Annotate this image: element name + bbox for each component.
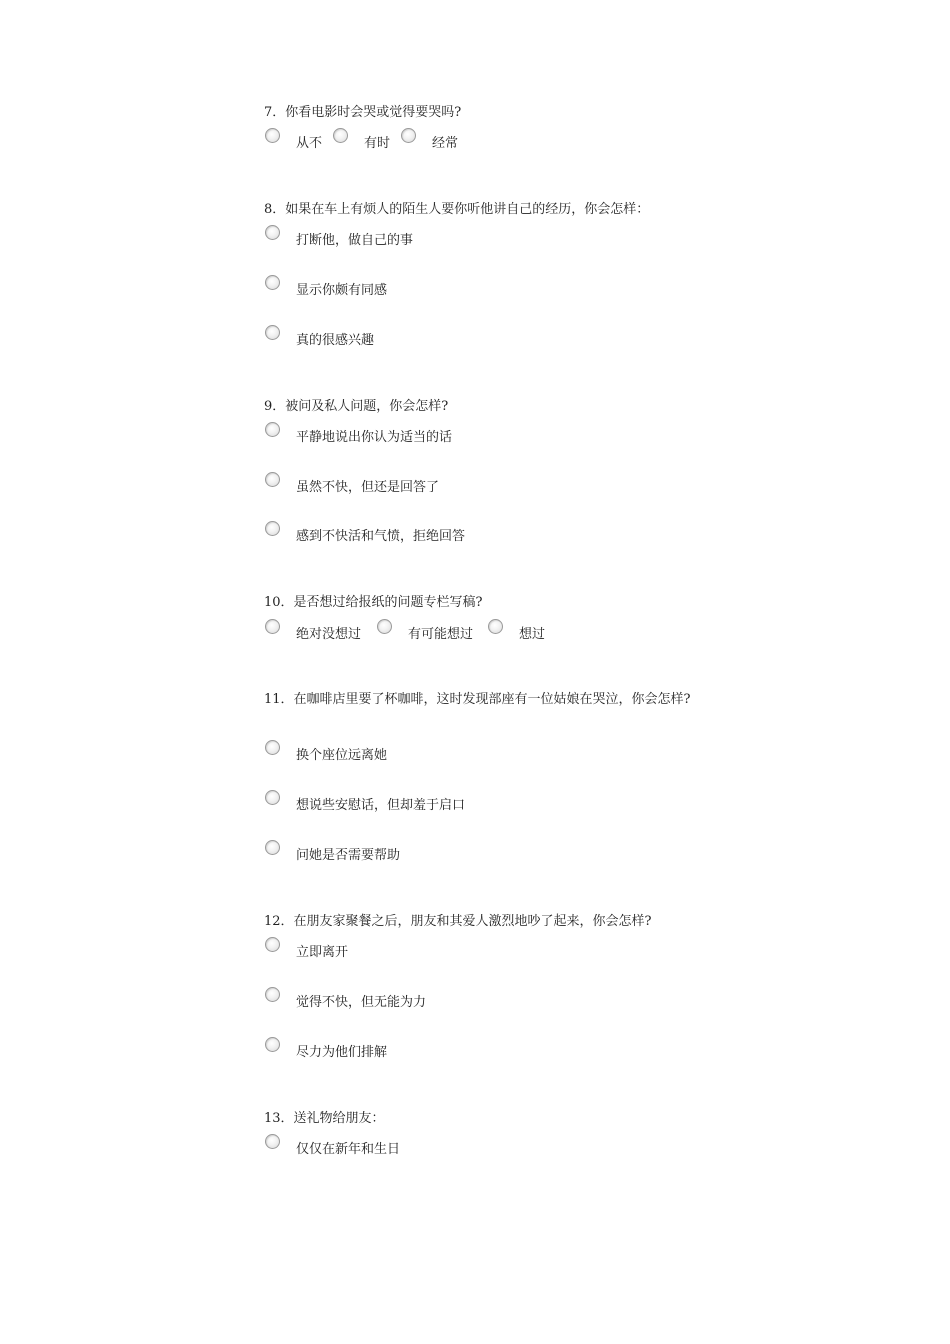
question-9-text: 9．被问及私人问题，你会怎样? xyxy=(264,399,449,414)
option-label: 显示你颇有同感 xyxy=(296,283,388,298)
radio-button[interactable] xyxy=(265,740,280,755)
option-label: 绝对没想过 xyxy=(296,627,362,642)
option-label: 感到不快活和气愤，拒绝回答 xyxy=(296,529,466,544)
radio-button[interactable] xyxy=(333,128,348,143)
option-label: 真的很感兴趣 xyxy=(296,333,375,348)
radio-button[interactable] xyxy=(265,225,280,240)
radio-button[interactable] xyxy=(265,619,280,634)
option-label: 觉得不快，但无能为力 xyxy=(296,995,427,1010)
question-11-text: 11．在咖啡店里要了杯咖啡，这时发现部座有一位姑娘在哭泣，你会怎样? xyxy=(264,692,691,707)
radio-button[interactable] xyxy=(488,619,503,634)
radio-button[interactable] xyxy=(265,521,280,536)
radio-button[interactable] xyxy=(265,128,280,143)
radio-button[interactable] xyxy=(265,790,280,805)
option-label: 立即离开 xyxy=(296,945,349,960)
radio-button[interactable] xyxy=(265,275,280,290)
option-label: 问她是否需要帮助 xyxy=(296,848,401,863)
question-7-text: 7．你看电影时会哭或觉得要哭吗? xyxy=(264,105,462,120)
option-label: 从不 xyxy=(296,136,323,151)
radio-button[interactable] xyxy=(265,422,280,437)
option-label: 有可能想过 xyxy=(408,627,474,642)
option-label: 平静地说出你认为适当的话 xyxy=(296,430,453,445)
question-8-text: 8．如果在车上有烦人的陌生人要你听他讲自己的经历，你会怎样： xyxy=(264,202,650,217)
option-label: 经常 xyxy=(432,136,459,151)
option-label: 想过 xyxy=(519,627,546,642)
option-label: 想说些安慰话，但却羞于启口 xyxy=(296,798,466,813)
option-label: 虽然不快，但还是回答了 xyxy=(296,480,440,495)
radio-button[interactable] xyxy=(401,128,416,143)
option-label: 换个座位远离她 xyxy=(296,748,388,763)
radio-button[interactable] xyxy=(265,1134,280,1149)
radio-button[interactable] xyxy=(377,619,392,634)
option-label: 仅仅在新年和生日 xyxy=(296,1142,401,1157)
question-12-text: 12．在朋友家聚餐之后，朋友和其爱人激烈地吵了起来，你会怎样? xyxy=(264,914,652,929)
option-label: 打断他，做自己的事 xyxy=(296,233,414,248)
option-label: 有时 xyxy=(364,136,391,151)
radio-button[interactable] xyxy=(265,325,280,340)
radio-button[interactable] xyxy=(265,472,280,487)
radio-button[interactable] xyxy=(265,987,280,1002)
option-label: 尽力为他们排解 xyxy=(296,1045,388,1060)
question-10-text: 10．是否想过给报纸的问题专栏写稿? xyxy=(264,595,483,610)
radio-button[interactable] xyxy=(265,937,280,952)
question-13-text: 13．送礼物给朋友： xyxy=(264,1111,385,1126)
radio-button[interactable] xyxy=(265,840,280,855)
radio-button[interactable] xyxy=(265,1037,280,1052)
